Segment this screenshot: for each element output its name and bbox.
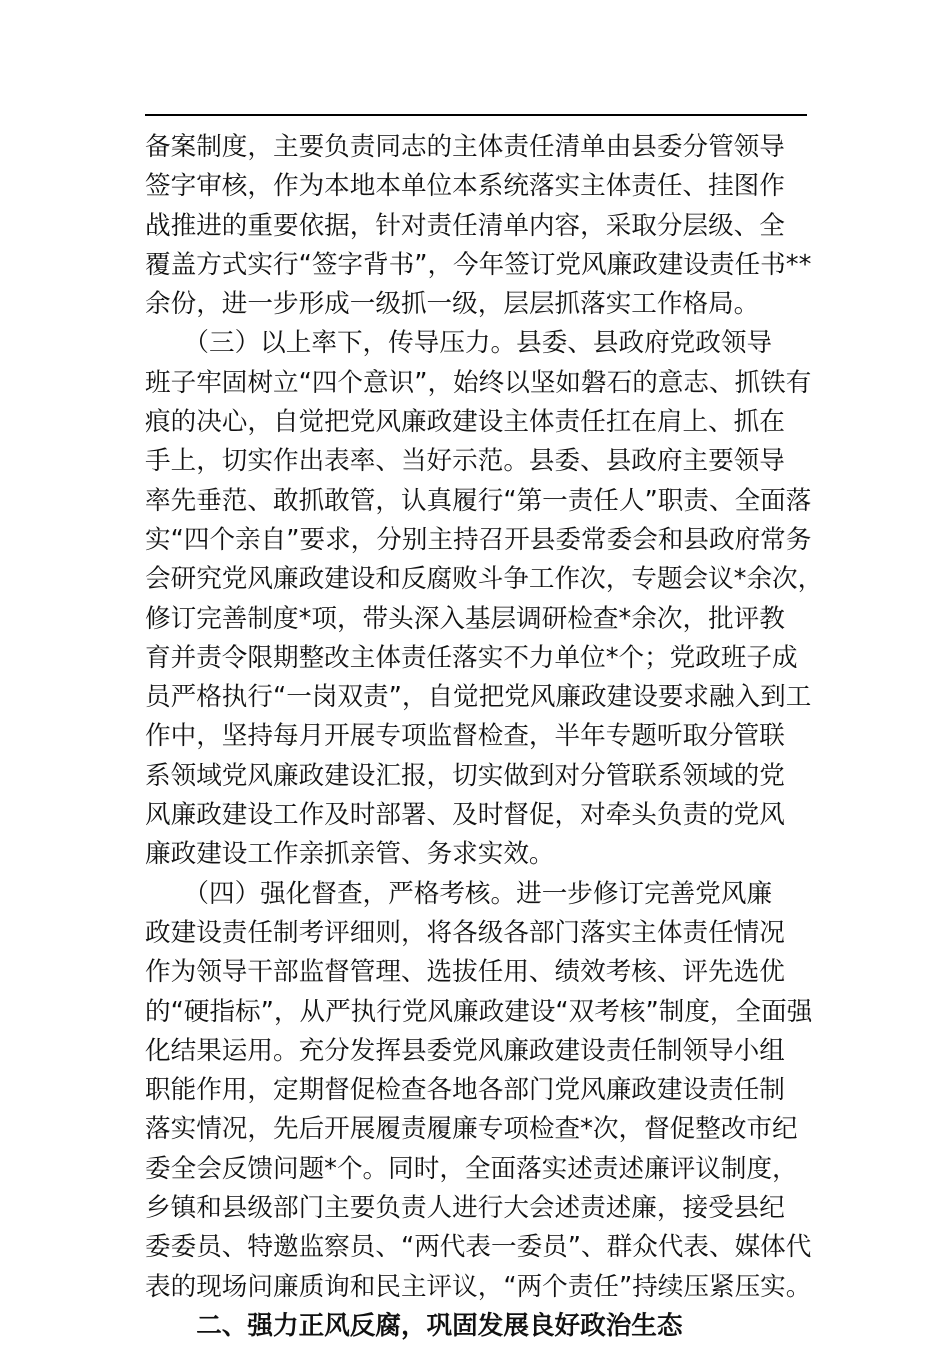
text-line: 职能作用，定期督促检查各地各部门党风廉政建设责任制 [145, 1075, 785, 1106]
text-line: （四）强化督查，严格考核。进一步修订完善党风廉 [145, 878, 773, 909]
text-line: 会研究党风廉政建设和反腐败斗争工作次，专题会议*余次， [145, 564, 824, 595]
text-line: 落实情况，先后开展履责履廉专项检查*次，督促整改市纪 [145, 1114, 798, 1145]
text-line: 乡镇和县级部门主要负责人进行大会述责述廉，接受县纪 [145, 1193, 785, 1224]
text-line: 委全会反馈问题*个。同时，全面落实述责述廉评议制度， [145, 1153, 798, 1184]
text-line: 班子牢固树立“四个意识”，始终以坚如磐石的意志、抓铁有 [145, 367, 812, 398]
text-line: 员严格执行“一岗双责”，自觉把党风廉政建设要求融入到工 [145, 682, 812, 713]
text-line: 化结果运用。充分发挥县委党风廉政建设责任制领导小组 [145, 1035, 785, 1066]
text-line: 作中，坚持每月开展专项监督检查，半年专题听取分管联 [145, 721, 785, 752]
header-rule [145, 114, 807, 116]
text-line: 备案制度，主要负责同志的主体责任清单由县委分管领导 [145, 132, 785, 162]
text-line: 风廉政建设工作及时部署、及时督促，对牵头负责的党风 [145, 800, 785, 831]
text-line: 的“硬指标”，从严执行党风廉政建设“双考核”制度，全面强 [145, 996, 813, 1027]
text-line: 作为领导干部监督管理、选拔任用、绩效考核、评先选优 [145, 957, 785, 988]
section-heading: 二、强力正风反腐，巩固发展良好政治生态 [145, 1310, 683, 1341]
text-line: 痕的决心，自觉把党风廉政建设主体责任扛在肩上、抓在 [145, 407, 785, 438]
text-line: 表的现场问廉质询和民主评议，“两个责任”持续压紧压实。 [145, 1271, 812, 1302]
text-line: 委委员、特邀监察员、“两代表一委员”、群众代表、媒体代 [145, 1232, 812, 1263]
text-line: 系领域党风廉政建设汇报，切实做到对分管联系领域的党 [145, 760, 785, 791]
document-body [145, 128, 824, 1346]
text-line: （三）以上率下，传导压力。县委、县政府党政领导 [145, 328, 773, 359]
text-line: 政建设责任制考评细则，将各级各部门落实主体责任情况 [145, 917, 785, 948]
text-line: 育并责令限期整改主体责任落实不力单位*个；党政班子成 [145, 642, 798, 673]
text-line: 战推进的重要依据，针对责任清单内容，采取分层级、全 [145, 210, 785, 241]
text-line: 廉政建设工作亲抓亲管、务求实效。 [145, 839, 555, 870]
text-line: 手上，切实作出表率、当好示范。县委、县政府主要领导 [145, 446, 785, 477]
text-line: 签字审核，作为本地本单位本系统落实主体责任、挂图作 [145, 171, 785, 202]
text-line: 修订完善制度*项，带头深入基层调研检查*余次，批评教 [145, 603, 785, 634]
text-line: 余份，进一步形成一级抓一级，层层抓落实工作格局。 [145, 289, 760, 320]
text-line: 覆盖方式实行“签字背书”，今年签订党风廉政建设责任书** [145, 249, 812, 280]
text-line: 实“四个亲自”要求，分别主持召开县委常委会和县政府常务 [145, 524, 812, 555]
text-line: 率先垂范、敢抓敢管，认真履行“第一责任人”职责、全面落 [145, 485, 812, 516]
